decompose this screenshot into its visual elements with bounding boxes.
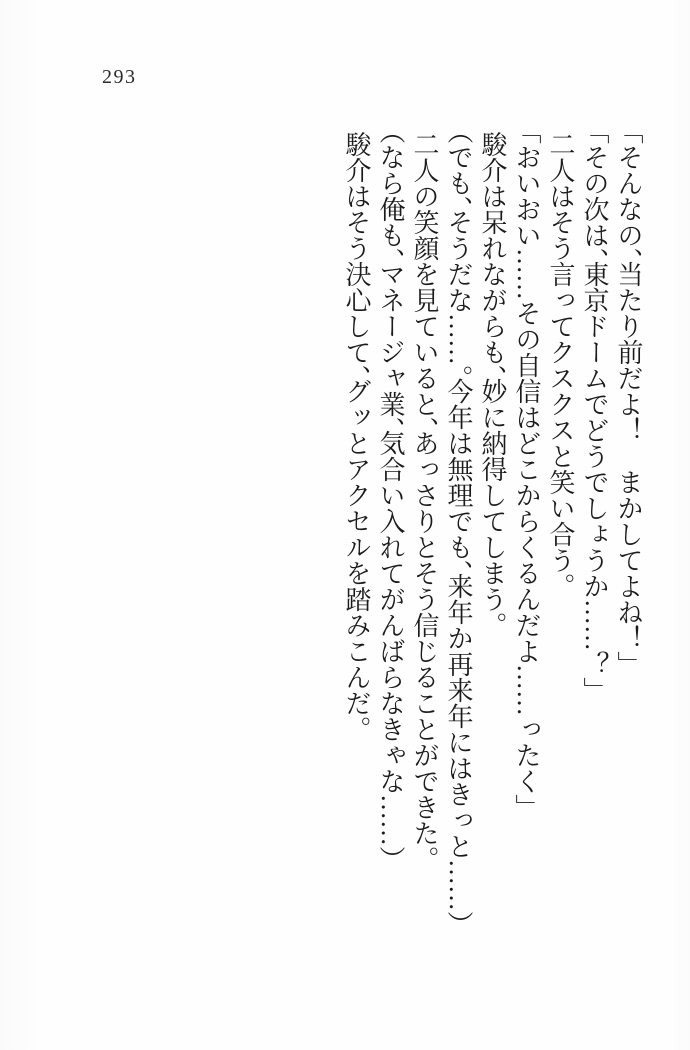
text-line-6: （でも、そうだな……。今年は無理でも、来年か再来年にはきっと……） [444, 131, 473, 924]
text-line-1: 「そんなの、当たり前だよ！ まかしてよね！」 [614, 131, 643, 664]
text-line-8: （なら俺も、マネージャ業、気合い入れてがんばらなきゃな……） [376, 131, 405, 859]
text-line-4: 「おいおい……その自信はどこからくるんだよ……ったく」 [512, 131, 541, 807]
text-line-3: 二人はそう言ってクスクスと笑い合う。 [546, 131, 575, 586]
text-line-5: 駿介は呆れながらも、妙に納得してしまう。 [478, 131, 507, 625]
vertical-text-block [339, 131, 645, 1036]
text-line-2: 「その次は、東京ドームでどうでしょうか……？」 [580, 131, 609, 690]
text-line-9: 駿介はそう決心して、グッとアクセルを踏みこんだ。 [342, 131, 371, 729]
page-number: 293 [102, 66, 137, 88]
text-line-7: 二人の笑顔を見ていると、あっさりとそう信じることができた。 [410, 131, 439, 859]
